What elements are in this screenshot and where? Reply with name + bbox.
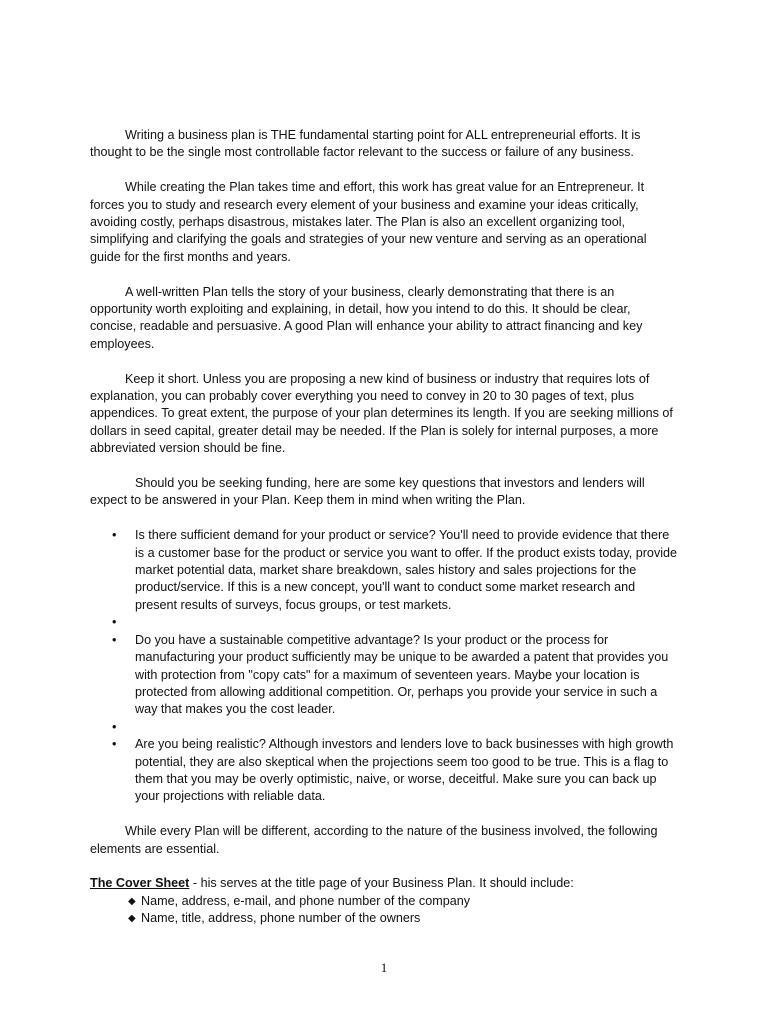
- bullet-marker: •: [112, 719, 117, 734]
- paragraph-story: A well-written Plan tells the story of your business, clearly demonstrating that there is an opportunity worth exploiting and explaining, in detail, how you intend to do this. It should be clear, concise, readable and persuasive. A good Plan will enhance your ability to attract financing and key employees.: [90, 284, 643, 351]
- list-item-text: Are you being realistic? Although investors and lenders love to back businesses with high growth potential, they are also skeptical when the projections seem too good to be true. This is a flag to them that you may be overly optimistic, naive, or worse, deceitful. Make sure you can back up your projections with reliable data.: [135, 737, 674, 804]
- list-item-text: Is there sufficient demand for your product or service? You'll need to provide evidence that there is a customer base for the product or service you want to offer. If the product exists today, provide market potential data, market share breakdown, sales history and sales projections for the product/service. If this is a new concept, you'll want to conduct some market research and present results of surveys, focus groups, or test markets.: [135, 528, 678, 612]
- list-item-text: Do you have a sustainable competitive advantage? Is your product or the process for manufacturing your product sufficiently may be unique to be awarded a patent that provides you with protection from "copy cats" for a maximum of seventeen years. Maybe your location is protected from allowing additional competition. Or, perhaps you provide your service in such a way that makes you the cost leader.: [135, 632, 669, 717]
- list-item: [90, 632, 680, 719]
- cover-sheet-title: The Cover Sheet: [90, 876, 190, 891]
- list-item: [128, 893, 680, 910]
- bullet-marker: •: [112, 615, 117, 630]
- list-item: [90, 736, 680, 806]
- paragraph-essentials: While every Plan will be different, according to the nature of the business involved, the following elements are essential.: [90, 824, 658, 856]
- cover-sheet-description: - his serves at the title page of your Business Plan. It should include:: [189, 876, 574, 891]
- list-item-text: Name, address, e-mail, and phone number of the company: [141, 893, 471, 908]
- paragraph-value: While creating the Plan takes time and effort, this work has great value for an Entrepreneur. It forces you to study and research every element of your business and examine your ideas critically, avoiding costly, perhaps disastrous, mistakes later. The Plan is also an excellent organizing tool, simplifying and clarifying the goals and strategies of your new venture and serving as an operational guide for the first months and years.: [90, 180, 647, 264]
- list-item: [128, 910, 680, 927]
- paragraph-funding: Should you be seeking funding, here are some key questions that investors and lenders will expect to be answered in your Plan. Keep them in mind when writing the Plan.: [90, 476, 645, 508]
- list-item: [90, 614, 680, 631]
- page-number: 1: [380, 960, 388, 975]
- cover-sheet-heading: [90, 875, 680, 892]
- paragraph-intro: Writing a business plan is THE fundamental starting point for ALL entrepreneurial efforts. It is thought to be the single most controllable factor relevant to the success or failure of any business.: [90, 128, 641, 160]
- bullet-marker: •: [112, 737, 117, 752]
- document-body: [90, 127, 680, 928]
- diamond-bullet-icon: ◆: [128, 895, 136, 907]
- cover-sheet-list: [90, 893, 680, 928]
- bullet-marker: •: [112, 528, 117, 543]
- list-item: [90, 527, 680, 614]
- key-questions-list: [90, 527, 680, 805]
- diamond-bullet-icon: ◆: [128, 913, 136, 925]
- list-item: [90, 719, 680, 736]
- paragraph-length: Keep it short. Unless you are proposing a new kind of business or industry that requires lots of explanation, you can probably cover everything you need to convey in 20 to 30 pages of text, plus appendices. To great extent, the purpose of your plan determines its length. If you are seeking millions of dollars in seed capital, greater detail may be needed. If the Plan is solely for internal purposes, a more abbreviated version should be fine.: [90, 371, 673, 456]
- bullet-marker: •: [112, 632, 117, 647]
- list-item-text: Name, title, address, phone number of the owners: [141, 911, 421, 926]
